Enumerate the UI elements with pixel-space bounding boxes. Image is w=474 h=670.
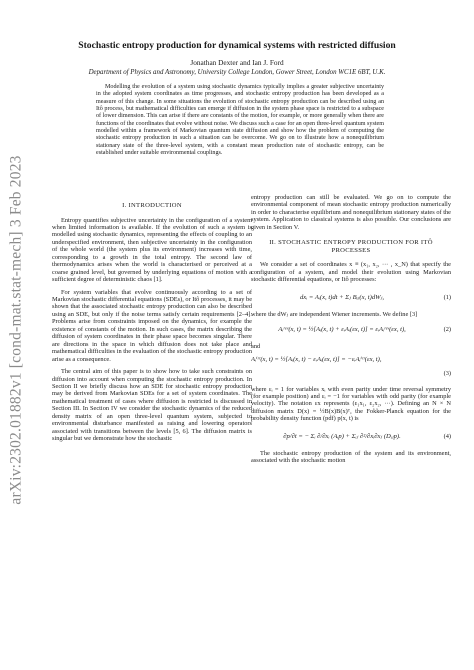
intro-paragraph-2: For system variables that evolve continuously according to a set of Markovian stochastic differential equations (SDEs), or Itô processes, it may be shown that the associated stochastic entropy production can also be described using an SDE, but only if the noise terms satisfy certain requirements [2–4]. Problems arise from constraints imposed on the dynamics, for example the existence of constants of the motion. In such cases, the matrix describing the diffusion of system coordinates in their phase space becomes singular. There are directions in the space in which diffusion does not take place and mathematical difficulties in the evaluation of the stochastic entropy production arise as a consequence. [52, 288, 253, 363]
intro-paragraph-1: Entropy quantifies subjective uncertainty in the configuration of a system when limited information is available. If the evolution of such a system is modelled using stochastic dynamics, representing the effects of coupling to an underspecified environment, then subjective uncertainty in the configuration of the whole world (the system plus its environment) increases with time, corresponding to a growth in the total entropy. The second law of thermodynamics arises when the world is characterised or perceived at a coarse grained level, but governed by underlying equations of motion with a sufficient degree of deterministic chaos [1]. [52, 216, 252, 284]
section-heading-introduction: I. INTRODUCTION [122, 202, 182, 209]
arxiv-identifier-stamp[interactable] [6, 150, 28, 510]
arxiv-id-text: arXiv:2302.01882v1 [cond-mat.stat-mech] 3 Feb 2023 [8, 155, 25, 505]
equation-2-number: (2) [443, 326, 451, 334]
equation-1-number: (1) [443, 293, 451, 301]
abstract: Modelling the evolution of a system using stochastic dynamics typically implies a greater subjective uncertainty in the adopted system coordinates as time progresses, and stochastic entropy production has been developed as a measure of this change. In some situations the evolution of stochastic entropy production can be described using an Itô process, but mathematical difficulties can emerge if diffusion in the system phase space is restricted to a subspace of lower dimension. This can arise if there are constants of the motion, for example, or more generally when there are functions of the coordinates that evolve without noise. We discuss such a case for an open three-level quantum system modelled within a framework of Markovian quantum state diffusion and show how the problem of computing the stochastic entropy production in such a situation can be overcome. We go on to illustrate how a nonequilibrium stationary state of the three-level system, with a constant mean production rate of stochastic entropy, can be established under suitable environmental couplings. [96, 84, 384, 157]
author-affiliation: Department of Physics and Astronomy, University College London, Gower Street, London WC1E 6BT, U.K. [88, 69, 386, 76]
equation-4-number: (4) [443, 433, 451, 441]
section-heading-ito-processes: II. STOCHASTIC ENTROPY PRODUCTION FOR ITÔ PROCESSES [269, 239, 433, 254]
section2-paragraph-2: where the dWⱼ are independent Wiener increments. We define [3] [251, 310, 418, 318]
equation-2-body: Aᵢʳᵉᵛ(x, t) = ½[Aᵢ(x, t) + εᵢAᵢ(εx, t)] = εᵢAᵢʳᵉᵛ(εx, t), [278, 326, 406, 334]
paper-title: Stochastic entropy production for dynamical systems with restricted diffusion [78, 40, 396, 51]
equation-4 [251, 428, 451, 446]
and-connector: and [251, 343, 261, 351]
equation-1 [251, 289, 451, 307]
equation-1-body: dxᵢ = Aᵢ(x, t)dt + Σⱼ Bᵢⱼ(x, t)dWⱼ, [299, 293, 385, 301]
section2-paragraph-3: where εᵢ = 1 for variables xᵢ with even parity under time reversal symmetry (for example position) and εᵢ = −1 for variables with odd parity (for example velocity). The notation εx represents (ε₁x₁, ε₂x₂, ···). Defining an N × N diffusion matrix D(x) = ½B(x)B(x)ᵀ, the Fokker-Planck equation for the probability density function (pdf) p(x, t) is [251, 385, 451, 423]
equation-3-body: Aᵢⁱʳʳ(x, t) = ½[Aᵢ(x, t) − εᵢAᵢ(εx, t)] = −εᵢAᵢⁱʳʳ(εx, t), [251, 355, 382, 363]
section2-paragraph-4: The stochastic entropy production of the system and its environment, associated with the stochastic motion [251, 449, 451, 465]
left-column [52, 194, 252, 448]
intro-paragraph-continued: entropy production can still be evaluated. We go on to compute the environmental component of mean stochastic entropy production numerically in order to characterise equilibrium and nonequilibrium stationary states of the system. Application to classical systems is also possible. Our conclusions are given in Section V. [251, 194, 451, 231]
section2-paragraph-1: We consider a set of coordinates x ≡ (x₁, x₂, ··· , x_N) that specify the configuration of a system, and model their evolution using Markovian stochastic differential equations, or Itô processes: [251, 261, 451, 284]
equation-2 [251, 321, 451, 339]
paper-authors: Jonathan Dexter and Ian J. Ford [190, 58, 284, 67]
right-column [251, 194, 451, 470]
equation-3-number: (3) [443, 369, 451, 377]
equation-4-body: ∂p/∂t = − Σᵢ ∂/∂xᵢ (Aᵢp) + Σᵢⱼ ∂²/∂xᵢ∂xⱼ (Dᵢⱼp). [283, 433, 401, 441]
intro-paragraph-3: The central aim of this paper is to show how to take such constraints on diffusion into account when computing the stochastic entropy production. In Section II we briefly discuss how an SDE for stochastic entropy production may be derived from Markovian SDEs for a set of system coordinates. The mathematical treatment of cases where diffusion is restricted is discussed in Section III. In Section IV we consider the stochastic dynamics of the reduced density matrix of an open three-level quantum system, subjected to environmental disturbance manifested as raising and lowering operators associated with transitions between the levels [5, 6]. The diffusion matrix is singular but we demonstrate how the stochastic [52, 368, 252, 443]
equation-3 [251, 354, 451, 382]
